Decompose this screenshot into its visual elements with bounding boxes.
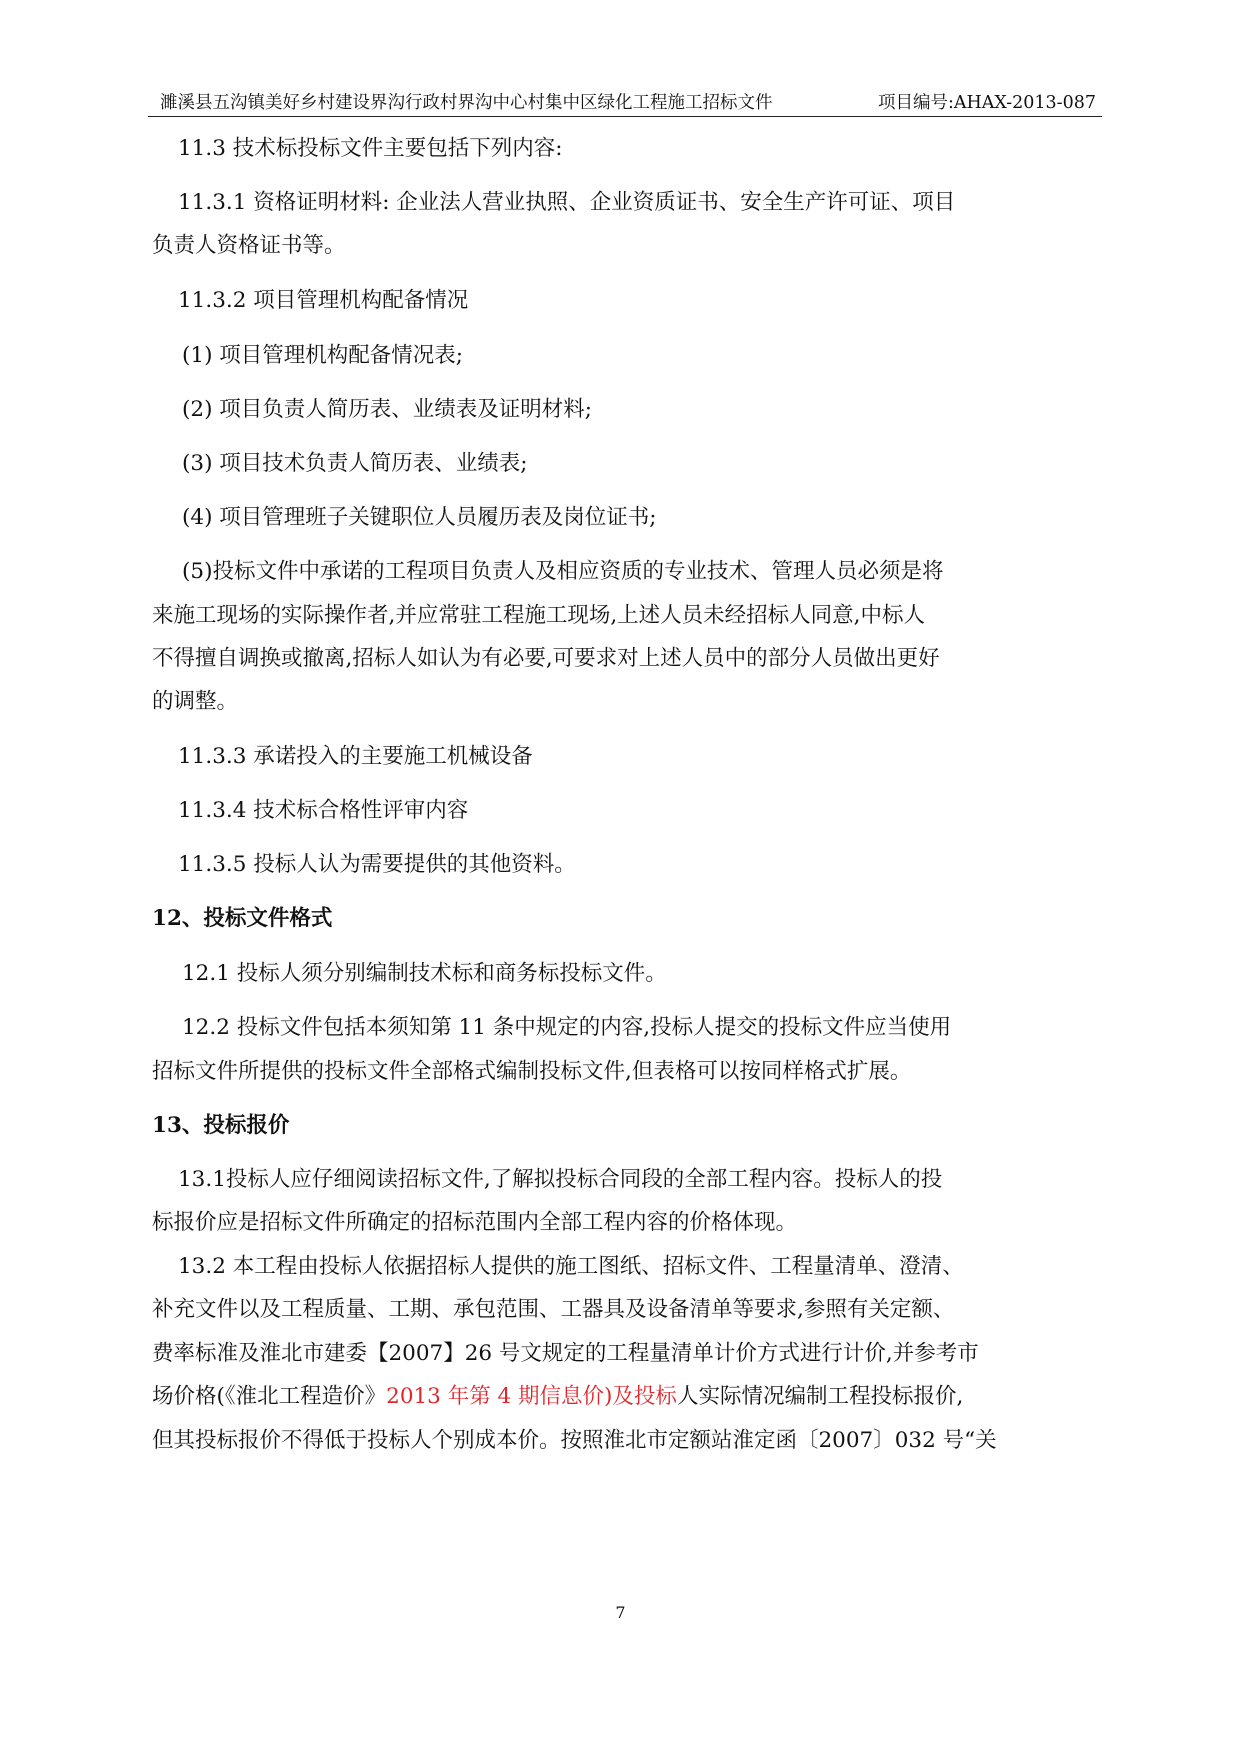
paragraph-line: 12.1 投标人须分别编制技术标和商务标投标文件。 (182, 961, 667, 986)
paragraph-line: 11.3.2 项目管理机构配备情况 (178, 288, 469, 313)
paragraph-line: 补充文件以及工程质量、工期、承包范围、工器具及设备清单等要求,参照有关定额、 (152, 1297, 955, 1322)
paragraph-line: 11.3.3 承诺投入的主要施工机械设备 (178, 744, 533, 769)
paragraph-line: 12.2 投标文件包括本须知第 11 条中规定的内容,投标人提交的投标文件应当使用 (182, 1015, 952, 1040)
section-heading: 13、投标报价 (152, 1113, 290, 1138)
paragraph-line: 费率标准及淮北市建委【2007】26 号文规定的工程量清单计价方式进行计价,并参考市 (152, 1341, 979, 1366)
paragraph-line: 负责人资格证书等。 (152, 233, 346, 258)
paragraph-line: 11.3 技术标投标文件主要包括下列内容: (178, 136, 563, 161)
paragraph-line: 11.3.4 技术标合格性评审内容 (178, 798, 469, 823)
paragraph-line: 招标文件所提供的投标文件全部格式编制投标文件,但表格可以按同样格式扩展。 (152, 1059, 912, 1084)
text-run: 人实际情况编制工程投标报价, (676, 1384, 964, 1409)
paragraph-line: 11.3.5 投标人认为需要提供的其他资料。 (178, 852, 576, 877)
list-item: (4) 项目管理班子关键职位人员履历表及岗位证书; (182, 505, 657, 530)
list-item: (2) 项目负责人简历表、业绩表及证明材料; (182, 397, 593, 422)
paragraph-line: 但其投标报价不得低于投标人个别成本价。按照淮北市定额站淮定函〔2007〕032 号“关 (152, 1428, 997, 1453)
project-number: 项目编号:AHAX-2013-087 (877, 93, 1096, 113)
paragraph-line (152, 1379, 1097, 1410)
paragraph-line: 来施工现场的实际操作者,并应常驻工程施工现场,上述人员未经招标人同意,中标人 (152, 603, 926, 628)
paragraph-line: 13.1投标人应仔细阅读招标文件,了解拟投标合同段的全部工程内容。投标人的投 (178, 1167, 943, 1192)
list-item: (3) 项目技术负责人简历表、业绩表; (182, 451, 528, 476)
section-heading: 12、投标文件格式 (152, 906, 333, 931)
text-run: 场价格(《淮北工程造价》 (152, 1384, 387, 1409)
paragraph-line: 11.3.1 资格证明材料: 企业法人营业执照、企业资质证书、安全生产许可证、项目 (178, 190, 956, 215)
highlighted-text: 2013 年第 4 期信息价)及投标 (386, 1384, 677, 1409)
paragraph-line: 的调整。 (152, 689, 239, 714)
paragraph-line: 不得擅自调换或撤离,招标人如认为有必要,可要求对上述人员中的部分人员做出更好 (152, 646, 940, 671)
document-title: 濉溪县五沟镇美好乡村建设界沟行政村界沟中心村集中区绿化工程施工招标文件 (160, 93, 773, 113)
page-number: 7 (615, 1603, 626, 1622)
paragraph-line: 13.2 本工程由投标人依据招标人提供的施工图纸、招标文件、工程量清单、澄清、 (178, 1254, 964, 1279)
paragraph-line: (5)投标文件中承诺的工程项目负责人及相应资质的专业技术、管理人员必须是将 (182, 559, 944, 584)
paragraph-line: 标报价应是招标文件所确定的招标范围内全部工程内容的价格体现。 (152, 1210, 798, 1235)
page-header (148, 86, 1102, 117)
list-item: (1) 项目管理机构配备情况表; (182, 343, 464, 368)
